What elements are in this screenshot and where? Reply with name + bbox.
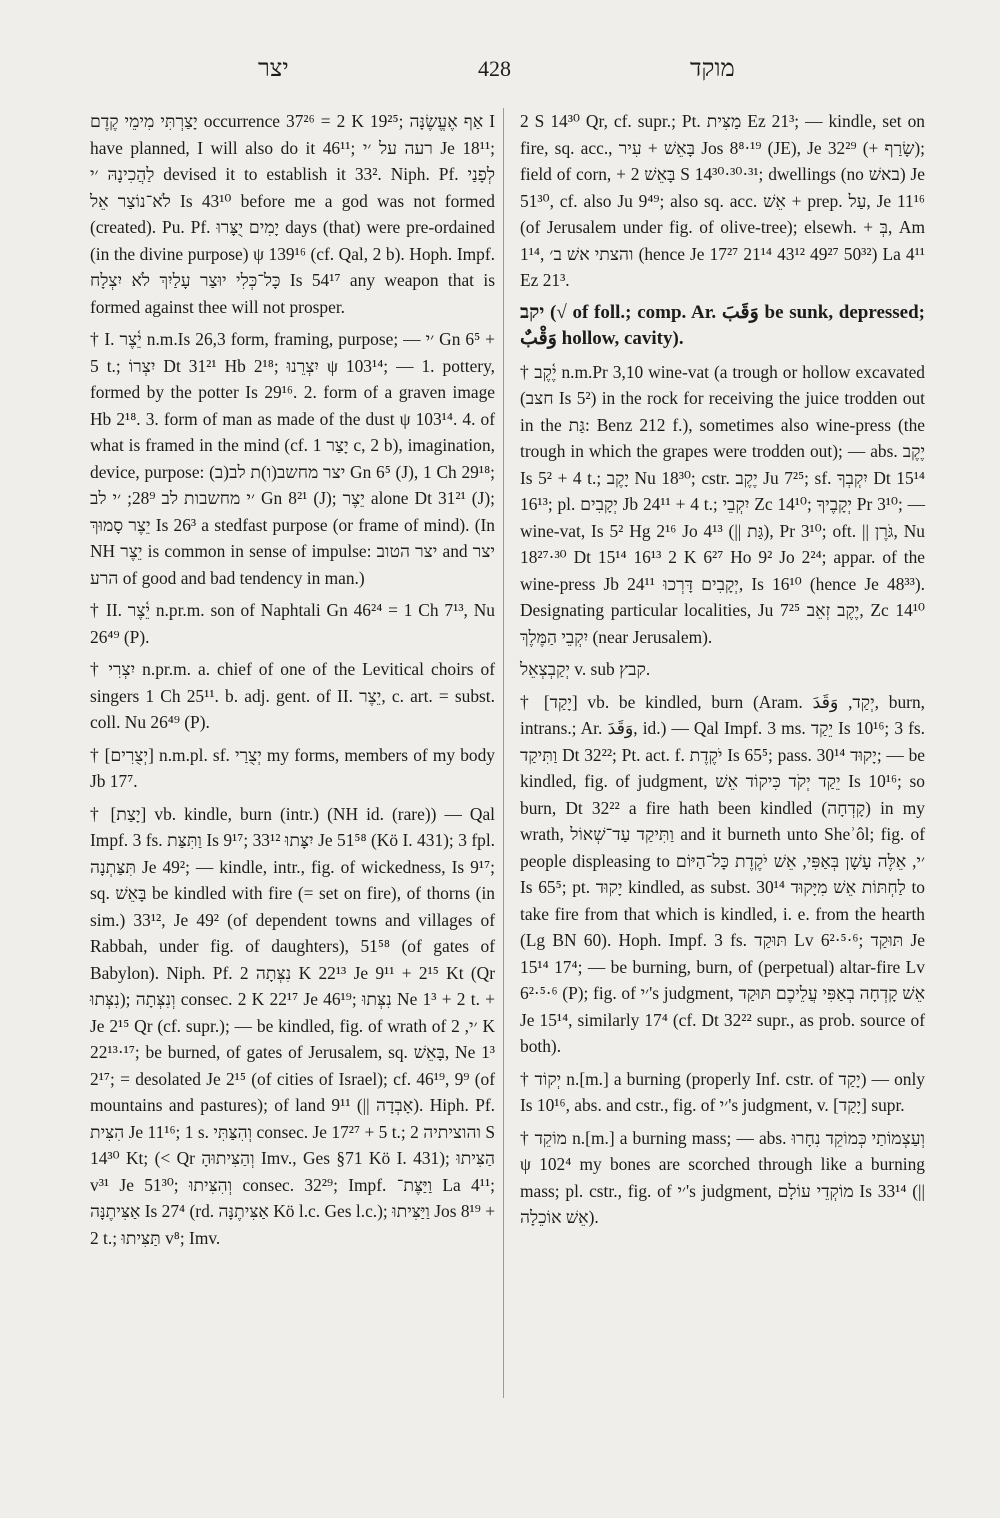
entry-yeqeb: † יֶ֫קֶב n.m.Pr 3,10 wine-vat (a trough or hollow excavated (חצב Is 5²) in the rock for receiving the juice trodden out in the גַּת: Benz 212 f.), sometimes also wine-press (the trough in which the grapes were trodden out); — abs. יֶקֶב Is 5² + 4 t.; יָקֶב Nu 18³⁰; cstr. יֶקֶב Ju 7²⁵; sf. יִקְבְךָ Dt 15¹⁴ 16¹³; pl. יְקָבִים Jb 24¹¹ + 4 t.; יִקְבֵי Zc 14¹⁰; יְקָבֶיךָ Pr 3¹⁰; — wine-vat, Is 5² Hg 2¹⁶ Jo 4¹³ (|| גַּת), Pr 3¹⁰; oft. || גֹּרֶן, Nu 18²⁷·³⁰ Dt 15¹⁴ 16¹³ 2 K 6²⁷ Ho 9² Jo 2²⁴; appar. of the wine-press Jb 24¹¹ יְקָבִים דָּרְכוּ, Is 16¹⁰ (hence Je 48³³). Designating particular localities, Ju 7²⁵ יֶקֶב זְאֵב, Zc 14¹⁰ יִקְבֵי הַמֶּלֶךְ (near Jerusalem). [520,361,926,647]
right-column [520,108,925,1231]
right-para-1: 2 S 14³⁰ Qr, cf. supr.; Pt. מַצִּית Ez 21³; — kindle, set on fire, sq. acc., בָּאֵשׁ + עִיר Jos 8⁸·¹⁹ (JE), Je 32²⁹ (+ שָׂרַף); field of corn, + בָּאֵשׁ 2 S 14³⁰·³⁰·³¹; dwellings (no באשׁ) Je 51³⁰, cf. also Ju 9⁴⁹; also sq. acc. אֵשׁ + prep. עַל, Je 11¹⁶ (of Jerusalem under fig. of olive-tree); elsewh. + בְּ, Am 1¹⁴, והצתי אשׁ ב׳ (hence Je 17²⁷ 21¹⁴ 43¹² 49²⁷ 50³²) La 4¹¹ Ez 21³. [520,111,926,290]
entry-yitsri: † יִצְרִי n.pr.m. a. chief of one of the Levitical choirs of singers 1 Ch 25¹¹. b. adj. gent. of II. יֵצֶר, c. art. = subst. coll. Nu 26⁴⁹ (P). [90,659,495,732]
running-head-right: מוקד [690,56,735,82]
entry-yatsat: † [יָצַת] vb. kindle, burn (intr.) (NH id. (rare)) — Qal Impf. 3 fs. וַתִּצַּת Is 9¹⁷; יִצָּתוּ 33¹² Je 51⁵⁸ (Kö I. 431); 3 fpl. תִּצַּתְנָה Je 49²; — kindle, intr., fig. of wickedness, Is 9¹⁷; sq. בָּאֵשׁ be kindled with fire (= set on fire), of thorns (in sim.) 33¹², Je 49² (of dependent towns and villages of Rabbah, under fig. of daughters), 51⁵⁸ (of gates of Babylon). Niph. Pf. נִצְּתָה 2 K 22¹³ Je 9¹¹ + 2¹⁵ Kt (Qr נִצְּתוּ); וְנִצְּתָה consec. 2 K 22¹⁷ Je 46¹⁹; נִצְּתוּ Ne 1³ + 2 t. + Je 2¹⁵ Qr (cf. supr.); — be kindled, fig. of wrath of ׳י, 2 K 22¹³·¹⁷; be burned, of gates of Jerusalem, sq. בָּאֵשׁ, Ne 1³ 2¹⁷; = desolated Je 2¹⁵ (of cities of Israel); cf. 46¹⁹, 9⁹ (of mountains and pastures); of land 9¹¹ (|| אָבְדָה). Hiph. Pf. הִצִּית Je 11¹⁶; 1 s. וְהִצַּתִּי consec. Je 17²⁷ + 5 t.; והוציתיה 2 S 14³⁰ Kt; (< Qr וְהַצִּיתוּהָ Imv., Ges §71 Kö I. 431); הַצִּיתוּ v³¹ Je 51³⁰; וְהִצִּיתוּ consec. 32²⁹; Impf. וַיַּצֶּת־ La 4¹¹; אַצִּיתֶנָּה Is 27⁴ (rd. אַצִּיתֶנָּה Kö l.c. Ges l.c.); וַיַּצִּיתוּ Jos 8¹⁹ + 2 t.; תַּצִּיתוּ v⁸; Imv. [90,803,496,1248]
entry-yaqad: † [יָקַד] vb. be kindled, burn (Aram. יְקַד, وَقَدَ, burn, intrans.; Ar. وَقَدَ, id.) — Qal Impf. 3 ms. יֵקַד Is 10¹⁶; 3 fs. וַתִּיקַד Dt 32²²; Pt. act. f. יֹקֶדֶת Is 65⁵; pass. יָקוּד 30¹⁴; — be kindled, fig. of judgment, יֵקַד יְקֹד כִּיקוֹד אֵשׁ Is 10¹⁶; so burn, Dt 32²² a fire hath been kindled (קָדְחָה) in my wrath, וַתִּיקַד עַד־שְׁאוֹל and it burneth unto Sheʾôl; fig. of people displeasing to ׳י, אֵלֶּה עָשָׁן בְּאַפִּי, אֵשׁ יֹקֶדֶת כָּל־הַיּוֹם Is 65⁵; pt. יָקוּד kindled, as subst. לַחְתּוֹת אֵשׁ מִיָּקוּד 30¹⁴ to take fire from that which is kindled, i. e. from the hearth (Lg BN 60). Hoph. Impf. 3 fs. תּוּקַד Lv 6²·⁵·⁶; תּוּקַד Je 15¹⁴ 17⁴; — be burning, burn, of (perpetual) altar-fire Lv 6²·⁵·⁶ (P); fig. of ׳י's judgment, אֵשׁ קָדְחָה בְאַפִּי עֲלֵיכֶם תּוּקַד Je 15¹⁴, similarly 17⁴ (cf. Dt 32²² supr., as prob. source of both). [520,691,926,1056]
entry-yeqabtseel: יְקַבְצְאֵל v. sub קבץ. [520,659,651,679]
left-para-1: יָצַרְתִּי מִימֵי קֶדֶם occurrence 37²⁶ = 2 K 19²⁵; אַף אֶעֱשֶׂנָּה I have planned, I will also do it 46¹¹; רעה על ׳י Je 18¹¹; לַהֲכִינָהּ ׳י devised it to establish it 33². Niph. Pf. לְפָנַי לֹא־נוֹצַר אֵל Is 43¹⁰ before me a god was not formed (created). Pu. Pf. יָמִים יֻצָּרוּ days (that) were pre-ordained (in the divine purpose) ψ 139¹⁶ (cf. Qal, 2 b). Hoph. Impf. כָּל־כְּלִי יוּצַר עָלַיִךְ לֹא יִצְלָח Is 54¹⁷ any weapon that is formed against thee will not prosper. [90,111,496,317]
entry-moqed: † מוֹקֵד n.[m.] a burning mass; — abs. וְעַצְמוֹתַי כְּמוֹקֵד נִחָרוּ ψ 102⁴ my bones are scorched through like a burning mass; pl. cstr., fig. of ׳י's judgment, מוֹקְדֵי עוֹלָם Is 33¹⁴ (|| אֵשׁ אוֹכֵלָה). [520,1127,925,1227]
left-column [90,108,495,1251]
column-divider [503,108,504,1398]
running-head-left: יצר [258,56,289,82]
entry-yetser-1: † I. יֵ֫צֶר n.m.Is 26,3 form, framing, purpose; — ׳י Gn 6⁵ + 5 t.; יִצְרוֹ Dt 31²¹ Hb 2¹⁸; יִצְרֵנוּ ψ 103¹⁴; — 1. pottery, formed by the potter Is 29¹⁶. 2. form of a graven image Hb 2¹⁸. 3. form of man as made of the dust ψ 103¹⁴. 4. of what is framed in the mind (cf. יָצַר 1 c, 2 b), imagination, device, purpose: יצר מחשב(ו)ת לב(ב) Gn 6⁵ (J), 1 Ch 29¹⁸; ׳י מחשבות לב 28⁹; ׳י לב Gn 8²¹ (J); יֵצֶר alone Dt 31²¹ (J); יֵצֶר סָמוּךְ Is 26³ a stedfast purpose (or frame of mind). (In NH יֵצֶר is common in sense of impulse: יצר הטוב and יצר הרע of good and bad tendency in man.) [90,329,495,588]
entry-yeqod: † יְקוֹד n.[m.] a burning (properly Inf. cstr. of יָקַד) — only Is 10¹⁶, abs. and cstr., fig. of ׳י's judgment, v. [יָקַד] supr. [520,1068,925,1115]
entry-yetsurim: † [יְצֻרִים] n.m.pl. sf. יְצֻרַי my forms, members of my body Jb 17⁷. [90,744,495,791]
page-number: 428 [478,56,511,81]
root-yqb: יקב (√ of foll.; comp. Ar. وَقَبَ be sunk, depressed; وَقْبٌ hollow, cavity). [520,301,925,349]
entry-yetser-2: † II. יֵ֫צֶר n.pr.m. son of Naphtali Gn 46²⁴ = 1 Ch 7¹³, Nu 26⁴⁹ (P). [90,600,495,647]
